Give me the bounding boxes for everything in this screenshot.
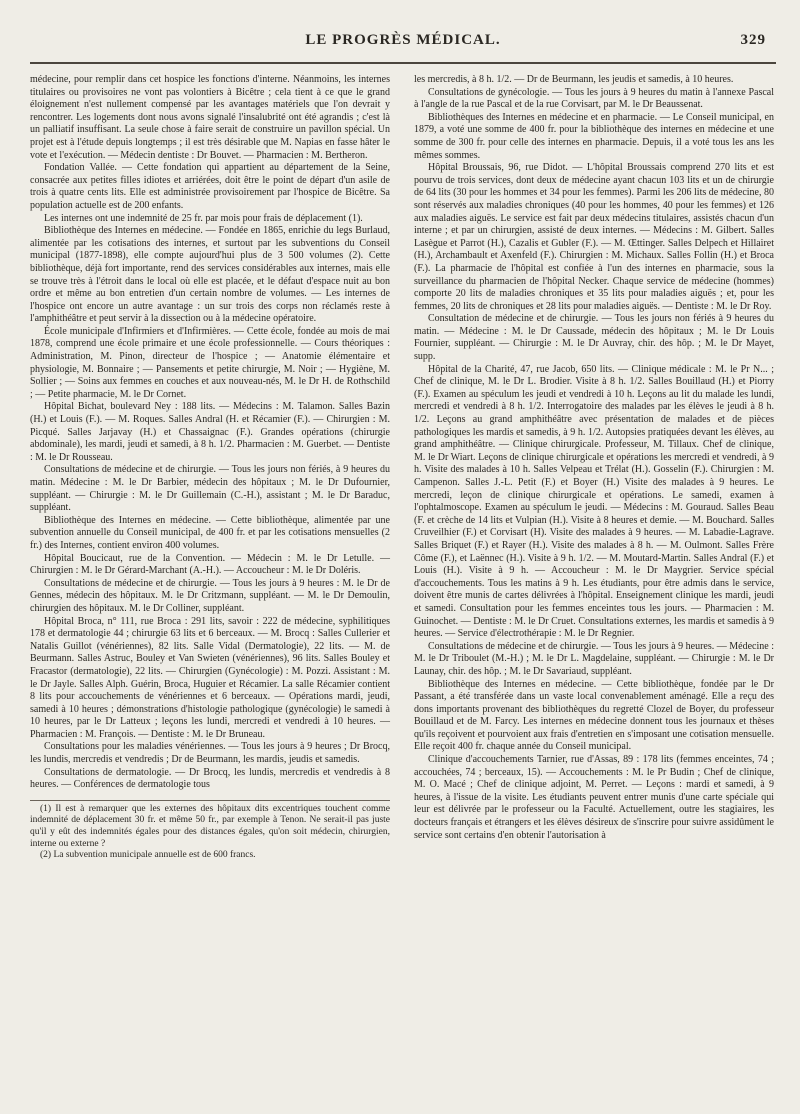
- paragraph: Clinique d'accouchements Tarnier, rue d'Assas, 89 : 178 lits (femmes enceintes, 74 ; accouchées, 74 ; berceaux, 15). — Accouchements : M. le Pr Budin ; Chef de clinique, M. O. Macé ; Chef de clinique adjoint, M. Perret. — Leçons : mardi et samedi, à 9 heures, à l'issue de la visite. Les étudiants peuvent entrer munis d'une carte spéciale qui leur est délivrée par le professeur ou la Faculté. Actuellement, outre les stagiaires, les docteurs français et étrangers et les élèves désireux de s'inscrire pour suivre assidûment le service sont certains d'en obtenir l'autorisation à: [414, 754, 774, 841]
- paragraph: École municipale d'Infirmiers et d'Infirmières. — Cette école, fondée au mois de mai 1878, comprend une école primaire et une école professionnelle. — Cours théoriques : Administration, M. Pinon, directeur de l'hospice ; — Anatomie élémentaire et physiologie, M. Bonnaire ; — Pansements et petite chirurgie, M. Noir ; — Hygiène, M. Sollier ; — Soins aux femmes en couches et aux nouveau-nés, M. le Dr H. de Rothschild ; — Petite pharmacie, M. le Dr Cornet.: [30, 325, 390, 400]
- left-column: [30, 74, 390, 862]
- paragraph: Consultations de dermatologie. — Dr Brocq, les lundis, mercredis et vendredis à 8 heures. — Conférences de dermatologie tous: [30, 766, 390, 791]
- footnotes: [30, 800, 390, 862]
- paragraph: Hôpital de la Charité, 47, rue Jacob, 650 lits. — Clinique médicale : M. le Pr N... ; Chef de clinique, M. le Dr L. Brodier. Visite à 8 h. 1/2. Salles Bouillaud (H.) et Piorry (F.). Examen au spéculum les jeudi et vendredi à 10 h. Leçons au lit du malade les lundi, mercredi et vendredi à 8 h. 1/2. Interrogatoire des malades par les élèves le jeudi à 8 h. 1/2. Leçons au grand amphithéâtre avec présentation de malades et de pièces pathologiques les mardis et samedis, à 9 h. 1/2. Autopsies pratiquées devant les élèves, au grand amphithéâtre. — Clinique chirurgicale. Professeur, M. Tillaux. Chef de clinique, M. le Dr Wiart. Leçons de clinique chirurgicale et opérations les mercredi et vendredi, à 9 h. Visite des malades à 10 h. Salles Velpeau et Trélat (H.). Gosselin (F.). Chirurgien : M. Campenon. Salles J.-L. Petit (F.) et Boyer (H.) Visite des malades à 9 heures. Le mercredi, leçon de clinique chirurgicale et opérations. Le samedi, examen à l'ophtalmoscope. Examen au spéculum le jeudi. — Médecins : M. Gouraud. Salles Beau (F. et crèche de 14 lits et Vulpian (H.). Visite à 8 heures et demie. — M. Bouchard. Salles Cruveilhier (F.) et Corvisart (H). Visite des malades à 9 heures. — M. Labadie-Lagrave. Salles Briquet (F.) et Rayer (H.). Visite des malades à 8 h. — M. Oulmont. Salles Frère Côme (F.), et Laënnec (H.). Visite à 9 h. 1/2. — M. Moutard-Martin. Salles Andral (F.) et Louis (H.). Visite à 9 h. — Accoucheur : M. le Dr Maygrier. Service spécial d'accouchements. Tous les matins à 9 h. Les étudiants, pour être admis dans le service, doivent être munis de cartes délivrées à l'hôpital. Enseignement clinique les mardi, jeudi et samedi. Consultation pour les femmes enceintes tous les jours. — Pharmacien : M. Guinochet. — Dentiste : M. le Dr Cruet. Consultations externes, les mardis et samedis à 9 heures. — Service d'électrothérapie : M. le Dr Regnier.: [414, 363, 774, 640]
- paragraph: Hôpital Broussais, 96, rue Didot. — L'hôpital Broussais comprend 270 lits et est pourvu de trois services, dont deux de médecine ayant chacun 103 lits et un de chirurgie de 64 lits (30 pour les hommes et 34 pour les femmes). Parmi les 206 lits de médecine, 80 sont réservés aux maladies chroniques (40 pour les hommes, 40 pour les femmes) et 126 aux maladies aiguës. Le service est fait par deux médecins titulaires, assistés chacun d'un interne ; et par un chirurgien, assisté de deux internes. — Médecins : M. Gilbert. Salles Lasègue et Parrot (H.), Cazalis et Gubler (F.). — M. Œttinger. Salles Delpech et Hillairet (H.), Archambault et Axenfeld (F.). Chirurgien : M. Michaux. Salles Follin (H.) et Broca (F.). La pharmacie de l'hôpital est confiée à l'un des internes en pharmacie, sous la surveillance du pharmacien de l'hôpital Necker. Chaque service de médecine (hommes) comporte 20 lits de maladies chroniques et 35 lits pour maladies aiguës ; et, pour les femmes, 20 lits de chroniques et 28 lits pour maladies aiguës. — Dentiste : M. le Dr Roy.: [414, 162, 774, 312]
- running-header: [30, 26, 776, 56]
- paragraph: Consultations de médecine et de chirurgie. — Tous les jours non fériés, à 9 heures du matin. Médecine : M. le Dr Barbier, médecin des hôpitaux ; M. le Dr Dufournier, suppléant. — Chirurgie : M. le Dr Guillemain (C.-H.), assistant ; M. le Dr Baraduc, suppléant.: [30, 464, 390, 514]
- paragraph: Consultation de médecine et de chirurgie. — Tous les jours non fériés à 9 heures du matin. — Médecine : M. le Dr Caussade, médecin des hôpitaux ; M. le Dr Louis Fournier, suppléant. — Chirurgie : M. le Dr Auvray, chir. des hôp. ; M. le Dr Mayet, supp.: [414, 313, 774, 363]
- paragraph: Hôpital Boucicaut, rue de la Convention. — Médecin : M. le Dr Letulle. — Chirurgien : M. le Dr Gérard-Marchant (A.-H.). — Accoucheur : M. le Dr Doléris.: [30, 552, 390, 577]
- paragraph: médecine, pour remplir dans cet hospice les fonctions d'interne. Néanmoins, les internes titulaires ou provisoires ne vont pas volontiers à Bicêtre ; cela tient à ce que le grand éloignement n'est nullement compensé par les avantages matériels que l'on devrait y rencontrer. Les logements dont nous avons signalé l'insalubrité ont été agrandis ; c'est là un palliatif insuffisant. La seule chose à faire serait de construire un pavillon spécial. Un projet est à l'étude depuis longtemps ; il est très désirable que M. Napias en fasse hâter le vote et l'exécution. — Médecin dentiste : Dr Bouvet. — Pharmacien : M. Bertheron.: [30, 74, 390, 161]
- paragraph: Consultations pour les maladies vénériennes. — Tous les jours à 9 heures ; Dr Brocq, les lundis, mercredis et vendredis ; Dr de Beurmann, les mardis, jeudis et samedis.: [30, 741, 390, 766]
- paragraph: Fondation Vallée. — Cette fondation qui appartient au département de la Seine, consacrée aux petites filles idiotes et arriérées, doit être le point de départ d'un asile de trois à quatre cents lits. Elle est administrée provisoirement par l'hospice de Bicêtre. Sa population actuelle est de 200 enfants.: [30, 162, 390, 211]
- paragraph: Consultations de gynécologie. — Tous les jours à 9 heures du matin à l'annexe Pascal à l'angle de la rue Pascal et de la rue Corvisart, par M. le Dr Beaussenat.: [414, 86, 774, 111]
- footnote: (2) La subvention municipale annuelle est de 600 francs.: [40, 850, 256, 861]
- journal-title: LE PROGRÈS MÉDICAL.: [305, 32, 501, 48]
- paragraph: Bibliothèque des Internes en médecine. — Fondée en 1865, enrichie du legs Burlaud, alimentée par les cotisations des internes, et surtout par les subventions du Conseil municipal (1877-1898), elle compte aujourd'hui plus de 3 500 volumes (2). Cette bibliothèque, déjà fort importante, rend des services considérables aux internes, mais elle se trouve très à l'étroit dans le local où elle est placée, et le défaut d'espace nuit au bon ordre et même au bon entretien d'un certain nombre de volumes. — Les internes de l'hospice ont encore un autre avantage : un sur trois des corps non réclamés reste à l'amphithéâtre et peut servir à la dissection ou à la médecine opératoire.: [30, 225, 390, 325]
- paragraph: les mercredis, à 8 h. 1/2. — Dr de Beurmann, les jeudis et samedis, à 10 heures.: [414, 74, 734, 85]
- right-column: [414, 74, 774, 862]
- paragraph: Hôpital Bichat, boulevard Ney : 188 lits. — Médecins : M. Talamon. Salles Bazin (H.) et Louis (F.). — M. Roques. Salles Andral (H. et Récamier (F.). — Chirurgien : M. Picqué. Salles Jarjavay (H.) et Chassaignac (F.). Grandes opérations (chirurgie abdominale), les mardi, jeudi et samedi, à 8 h. 1/2. Pharmacien : M. Guerbet. — Dentiste : M. le Dr Rousseau.: [30, 401, 390, 463]
- paragraph: Bibliothèques des Internes en médecine et en pharmacie. — Le Conseil municipal, en 1879, a voté une somme de 400 fr. pour la bibliothèque des internes en médecine et une somme de 300 fr. pour celle des internes en pharmacie. Depuis, il a voté tous les ans les mêmes sommes.: [414, 111, 774, 161]
- footnote: (1) Il est à remarquer que les externes des hôpitaux dits excentriques touchent comme indemnité de déplacement 30 fr. et même 50 fr., par exemple à Tenon. Ne serait-il pas juste qu'il y eût des indemnités égales pour des distances égales, qu'on soit médecin, chirurgien, interne ou externe ?: [30, 803, 390, 849]
- paragraph: Bibliothèque des Internes en médecine. — Cette bibliothèque, fondée par le Dr Passant, a été transférée dans un vaste local convenablement aménagé. Elle a reçu des dons importants provenant des bibliothèques du regretté Clozel de Boyer, du professeur Bouillaud et de M. Farcy. Les internes en médecine donnent tous les journaux et thèses qu'ils reçoivent et pourvoient aux frais d'entretien en s'imposant une cotisation mensuelle. Elle reçoit 400 fr. chaque année du Conseil municipal.: [414, 678, 774, 753]
- paragraph: Hôpital Broca, n° 111, rue Broca : 291 lits, savoir : 222 de médecine, syphilitiques 178 et dermatologie 44 ; chirurgie 63 lits et 6 berceaux. — M. Brocq : Salles Cullerier et Natalis Guillot (vénériennes), 82 lits. Salle Vidal (Dermatologie), 22 lits. — M. de Beurmann. Salles Astruc, Bouley et Van Swieten (vénériennes), 96 lits. Salles Bouley et Fracastor (dermatologie), 22 lits. — Chirurgien (Gynécologie) : M. Pozzi. Assistant : M. le Dr Jayle. Salles Alph. Guérin, Broca, Huguier et Récamier. La salle Récamier contient 8 lits pour accouchements de vénériennes et 6 berceaux. — Opérations mardi, jeudi, samedi à 10 heures ; démonstrations d'histologie pathologique (gynécologie) le samedi à 10 heures, par le Dr Latteux ; leçons les lundi, mercredi et vendredi à 10 heures. — Pharmacien : M. François. — Dentiste : M. le Dr Bruneau.: [30, 615, 390, 740]
- paragraph: Les internes ont une indemnité de 25 fr. par mois pour frais de déplacement (1).: [44, 212, 363, 224]
- header-rule: [30, 62, 776, 64]
- two-column-body: [30, 74, 776, 862]
- paragraph: Bibliothèque des Internes en médecine. — Cette bibliothèque, alimentée par une subvention annuelle du Conseil municipal, de 400 fr. et par les cotisations mensuelles (2 fr.) des Internes, contient environ 400 volumes.: [30, 514, 390, 551]
- page-number: 329: [740, 32, 766, 48]
- paragraph: Consultations de médecine et de chirurgie. — Tous les jours à 9 heures : M. le Dr de Gennes, médecin des hôpitaux. M. le Dr Critzmann, suppléant. — M. le Dr Demoulin, chirurgien des hôpitaux. M. le Dr Colliner, suppléant.: [30, 577, 390, 614]
- paragraph: Consultations de médecine et de chirurgie. — Tous les jours à 9 heures. — Médecine : M. le Dr Triboulet (M.-H.) ; M. le Dr L. Magdelaine, suppléant. — Chirurgie : M. le Dr Launay, chir. des hôp. ; M. le Dr Savariaud, suppléant.: [414, 640, 774, 677]
